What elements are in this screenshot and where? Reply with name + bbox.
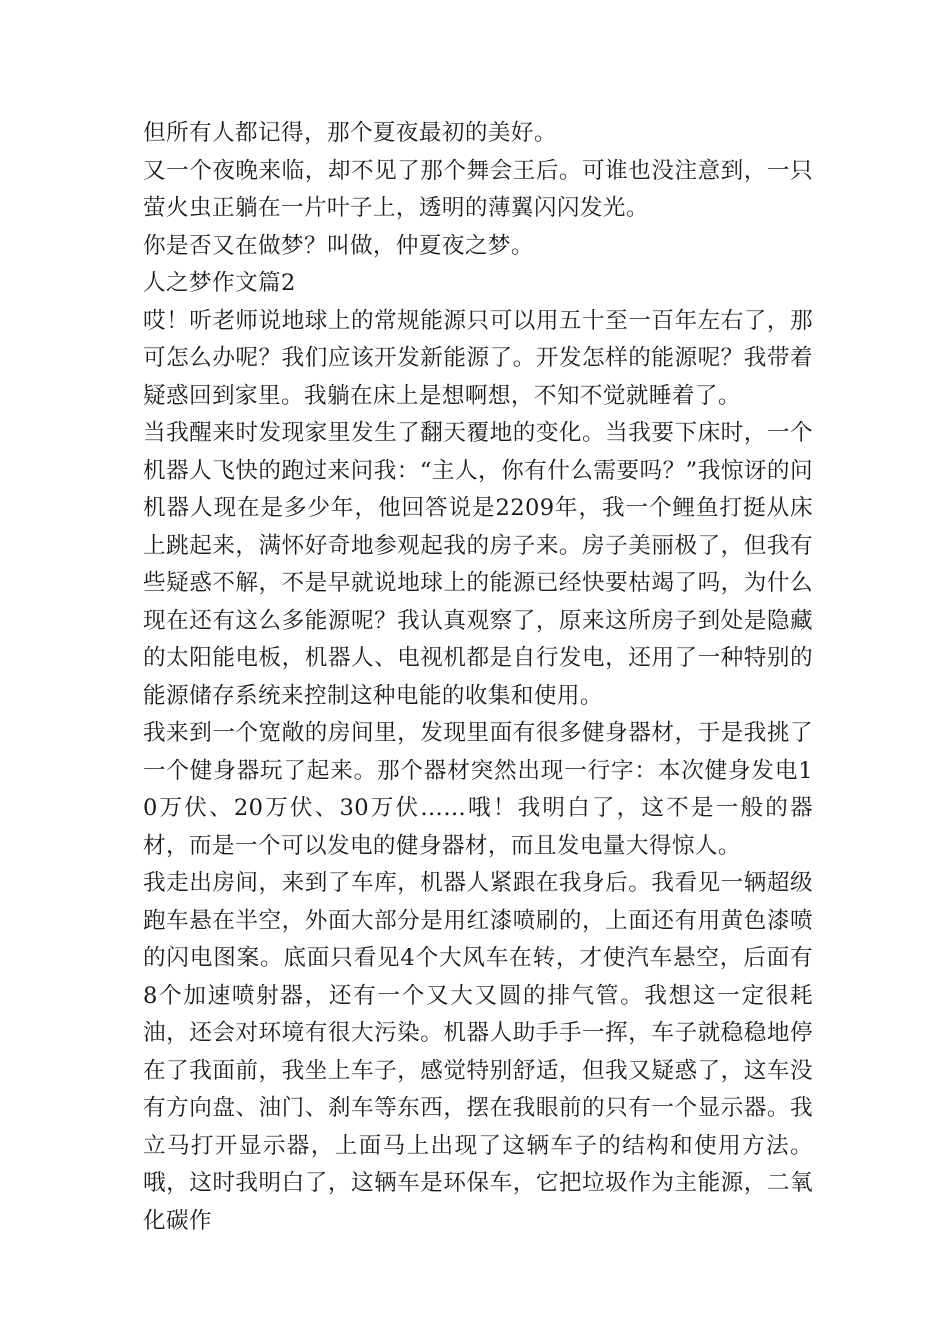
paragraph-energy-intro: 哎！听老师说地球上的常规能源只可以用五十至一百年左右了，那可怎么办呢？我们应该开发新能源了。开发怎样的能源呢？我带着疑惑回到家里。我躺在床上是想啊想，不知不觉就睡着了。 <box>143 307 813 409</box>
article-body <box>143 115 813 1240</box>
paragraph-garage-car: 我走出房间，来到了车库，机器人紧跟在我身后。我看见一辆超级跑车悬在半空，外面大部分是用红漆喷刷的，上面还有用黄色漆喷的闪电图案。底面只看见4个大风车在转，才使汽车悬空，后面有8个加速喷射器，还有一个又大又圆的排气管。我想这一定很耗油，还会对环境有很大污染。机器人助手手一挥，车子就稳稳地停在了我面前，我坐上车子，感觉特别舒适，但我又疑惑了，这车没有方向盘、油门、刹车等东西，摆在我眼前的只有一个显示器。我立马打开显示器，上面马上出现了这辆车子的结构和使用方法。哦，这时我明白了，这辆车是环保车，它把垃圾作为主能源，二氧化碳作 <box>143 870 813 1234</box>
paragraph-robot-house: 当我醒来时发现家里发生了翻天覆地的变化。当我要下床时，一个机器人飞快的跑过来问我：“主人，你有什么需要吗？”我惊讶的问机器人现在是多少年，他回答说是2209年，我一个鲤鱼打挺从床上跳起来，满怀好奇地参观起我的房子来。房子美丽极了，但我有些疑惑不解，不是早就说地球上的能源已经快要枯竭了吗，为什么现在还有这么多能源呢？我认真观察了，原来这所房子到处是隐藏的太阳能电板，机器人、电视机都是自行发电，还用了一种特别的能源储存系统来控制这种电能的收集和使用。 <box>143 420 813 709</box>
section-heading: 人之梦作文篇2 <box>143 270 296 296</box>
paragraph-fitness-room: 我来到一个宽敞的房间里，发现里面有很多健身器材，于是我挑了一个健身器玩了起来。那个器材突然出现一行字：本次健身发电10万伏、20万伏、30万伏……哦！我明白了，这不是一般的器材，而是一个可以发电的健身器材，而且发电量大得惊人。 <box>143 720 813 859</box>
paragraph-summer-memory: 但所有人都记得，那个夏夜最初的美好。 <box>143 120 557 146</box>
paragraph-firefly: 又一个夜晚来临，却不见了那个舞会王后。可谁也没注意到，一只萤火虫正躺在一片叶子上，透明的薄翼闪闪发光。 <box>143 157 813 221</box>
paragraph-dream-question: 你是否又在做梦？叫做，仲夏夜之梦。 <box>143 232 534 259</box>
